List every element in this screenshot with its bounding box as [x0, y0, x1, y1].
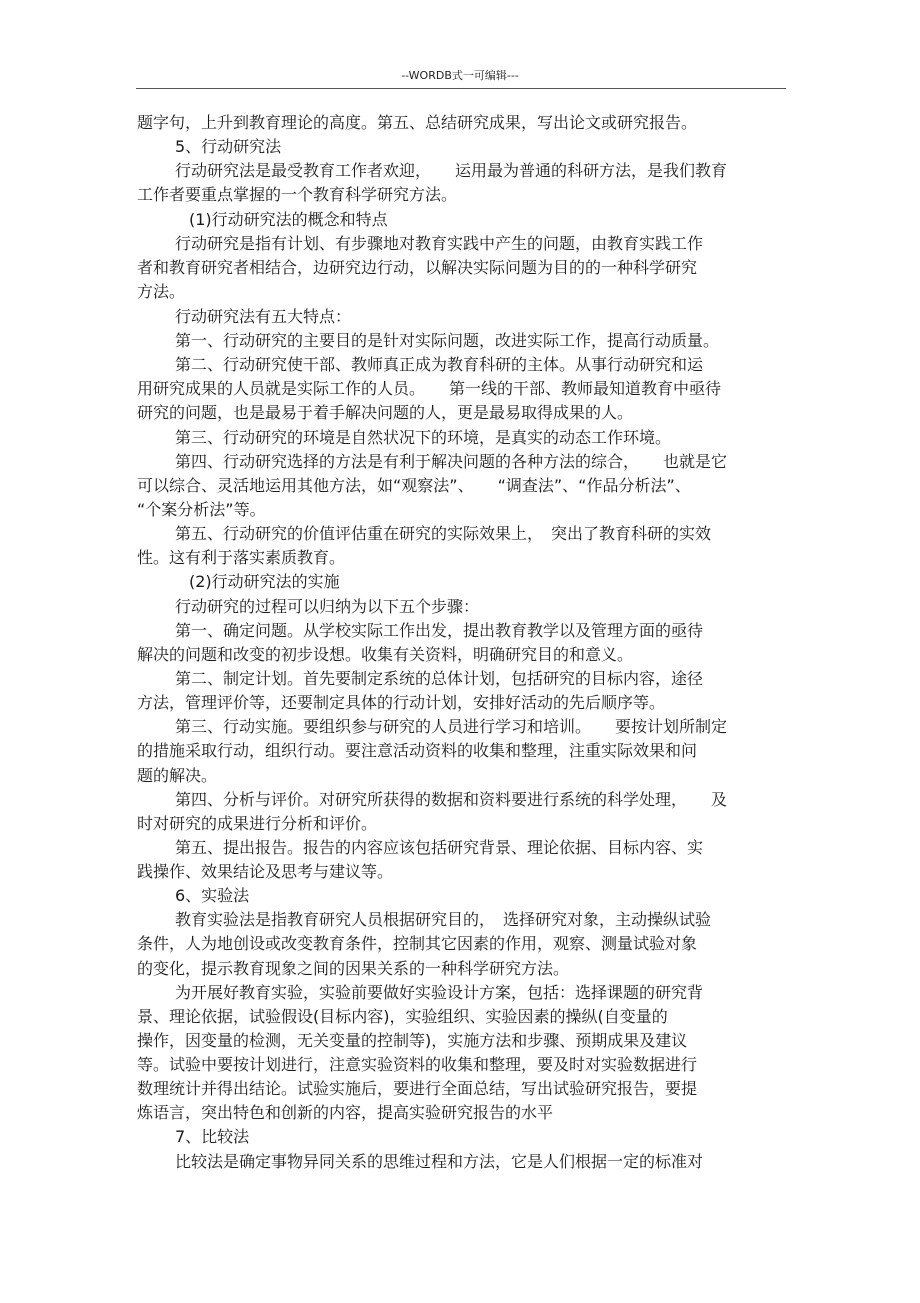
- text-line: 第三、行动研究的环境是自然状况下的环境，是真实的动态工作环境。: [175, 428, 672, 447]
- text-line: 景、理论依据，试验假设(目标内容)，实验组织、实验因素的操纵(自变量的: [137, 1007, 668, 1026]
- text-line: 等。试验中要按计划进行，注意实验资料的收集和整理，要及时对实验数据进行: [137, 1055, 698, 1074]
- section-heading: 6、实验法: [175, 886, 250, 905]
- subsection-heading: (1)行动研究法的概念和特点: [189, 210, 388, 229]
- text-line: 方法，管理评价等，还要制定具体的行动计划，安排好活动的先后顺序等。: [137, 693, 666, 712]
- header-divider: [136, 88, 786, 89]
- text-line: 行动研究法是最受教育工作者欢迎， 运用最为普通的科研方法，是我们教育: [175, 161, 728, 180]
- subsection-heading: (2)行动研究法的实施: [189, 572, 340, 591]
- text-line: 行动研究是指有计划、有步骤地对教育实践中产生的问题，由教育实践工作: [175, 234, 704, 253]
- text-line: 行动研究法有五大特点：: [175, 307, 352, 326]
- text-line: “个案分析法”等。: [137, 500, 266, 519]
- text-line: 用研究成果的人员就是实际工作的人员。 第一线的干部、教师最知道教育中亟待: [137, 379, 722, 398]
- text-line: 性。这有利于落实素质教育。: [137, 548, 346, 567]
- text-line: 的措施采取行动，组织行动。要注意活动资料的收集和整理，注重实际效果和问: [137, 741, 698, 760]
- text-line: 题的解决。: [137, 766, 218, 785]
- section-heading: 5、行动研究法: [175, 137, 282, 156]
- text-line: 第一、确定问题。从学校实际工作出发，提出教育教学以及管理方面的亟待: [175, 621, 704, 640]
- text-line: 数理统计并得出结论。试验实施后，要进行全面总结，写出试验研究报告，要提: [137, 1079, 698, 1098]
- text-line: 教育实验法是指教育研究人员根据研究目的， 选择研究对象，主动操纵试验: [175, 910, 712, 929]
- text-line: 比较法是确定事物异同关系的思维过程和方法，它是人们根据一定的标准对: [175, 1152, 704, 1171]
- text-line: 践操作、效果结论及思考与建议等。: [137, 862, 394, 881]
- text-line: 第五、提出报告。报告的内容应该包括研究背景、理论依据、目标内容、实: [175, 838, 704, 857]
- text-line: 第四、分析与评价。对研究所获得的数据和资料要进行系统的科学处理， 及: [175, 790, 728, 809]
- text-line: 操作，因变量的检测，无关变量的控制等)，实施方法和步骤、预期成果及建议: [137, 1031, 688, 1050]
- text-line: 可以综合、灵活地运用其他方法，如“观察法”、 “调查法”、“作品分析法”、: [137, 476, 691, 495]
- text-line: 行动研究的过程可以归纳为以下五个步骤：: [175, 597, 480, 616]
- text-line: 条件，人为地创设或改变教育条件，控制其它因素的作用，观察、测量试验对象: [137, 934, 698, 953]
- section-heading: 7、比较法: [175, 1127, 250, 1146]
- text-line: 第四、行动研究选择的方法是有利于解决问题的各种方法的综合， 也就是它: [175, 452, 728, 471]
- text-line: 方法。: [137, 282, 186, 301]
- text-line: 第二、行动研究使干部、教师真正成为教育科研的主体。从事行动研究和运: [175, 355, 704, 374]
- text-line: 第一、行动研究的主要目的是针对实际问题，改进实际工作，提高行动质量。: [175, 331, 720, 350]
- text-line: 第三、行动实施。要组织参与研究的人员进行学习和培训。 要按计划所制定: [175, 717, 728, 736]
- text-line: 为开展好教育实验，实验前要做好实验设计方案，包括：选择课题的研究背: [175, 983, 704, 1002]
- text-line: 第二、制定计划。首先要制定系统的总体计划，包括研究的目标内容，途径: [175, 669, 704, 688]
- text-line: 第五、行动研究的价值评估重在研究的实际效果上， 突出了教育科研的实效: [175, 524, 712, 543]
- text-line: 者和教育研究者相结合，边研究边行动，以解决实际问题为目的的一种科学研究: [137, 258, 698, 277]
- text-line: 研究的问题，也是最易于着手解决问题的人，更是最易取得成果的人。: [137, 403, 634, 422]
- text-line: 解决的问题和改变的初步设想。收集有关资料，明确研究目的和意义。: [137, 645, 634, 664]
- text-line: 的变化，提示教育现象之间的因果关系的一种科学研究方法。: [137, 959, 570, 978]
- text-line: 工作者要重点掌握的一个教育科学研究方法。: [137, 185, 458, 204]
- text-line: 时对研究的成果进行分析和评价。: [137, 814, 378, 833]
- page-header: --WORDB式一可编辑---: [401, 69, 519, 82]
- text-line: 题字句，上升到教育理论的高度。第五、总结研究成果，写出论文或研究报告。: [137, 113, 698, 132]
- text-line: 炼语言，突出特色和创新的内容，提高实验研究报告的水平: [137, 1103, 554, 1122]
